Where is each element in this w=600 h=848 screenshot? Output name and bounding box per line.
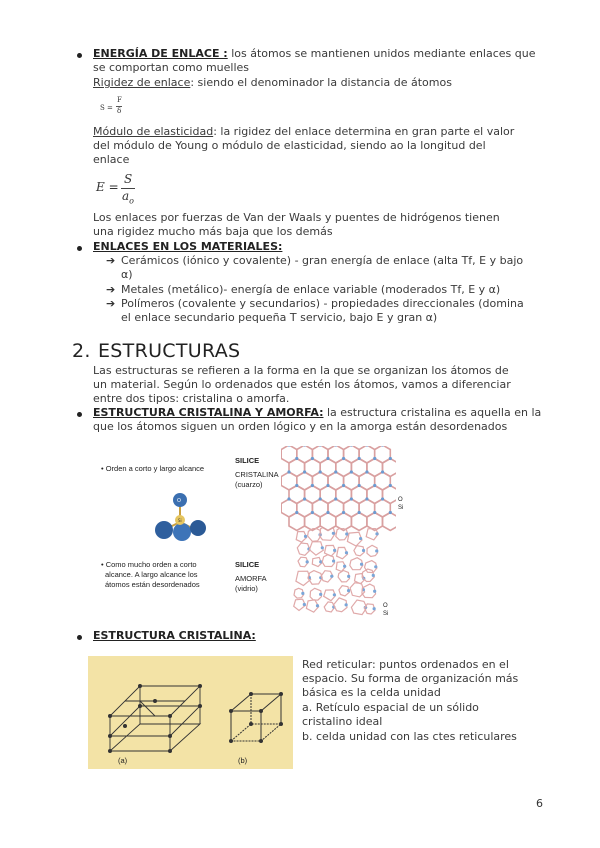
modulo-line bbox=[93, 125, 563, 140]
lattice-atom bbox=[287, 470, 290, 473]
lattice-atom bbox=[334, 497, 337, 500]
lattice-atom bbox=[358, 484, 361, 487]
amorphous-atom bbox=[306, 560, 309, 563]
fig1-left-top: • Orden a corto y largo alcance bbox=[101, 464, 205, 473]
vdw-line2: una rigidez mucho más baja que los demás bbox=[93, 225, 333, 238]
formula2-lhs: E = bbox=[96, 180, 119, 194]
amorphous-atom bbox=[372, 574, 375, 577]
rigidez-label: Rigidez de enlace bbox=[93, 76, 191, 89]
amorphous-atom bbox=[332, 532, 335, 535]
modulo-line3: enlace bbox=[93, 153, 130, 166]
amorphous-atom bbox=[330, 575, 333, 578]
lattice-atom bbox=[389, 457, 392, 460]
lattice-atom bbox=[326, 511, 329, 514]
lattice-atom bbox=[389, 511, 392, 514]
amorphous-atom bbox=[347, 589, 350, 592]
fig1-mid-top-3: (cuarzo) bbox=[235, 480, 263, 489]
lattice-atom bbox=[311, 511, 314, 514]
silica-tetrahedron-illustration bbox=[150, 490, 220, 545]
section-number: 2. bbox=[72, 340, 91, 362]
fig1-left-bottom-2: alcance. A largo alcance los bbox=[105, 570, 198, 579]
lattice-atom bbox=[303, 497, 306, 500]
lattice-line6: b. celda unidad con las ctes reticulares bbox=[302, 730, 517, 743]
vdw-line1: Los enlaces por fuerzas de Van der Waals y puentes de hidrógenos tienen bbox=[93, 211, 500, 224]
bullet-dot bbox=[77, 246, 82, 251]
crystalline-lattice-illustration bbox=[281, 446, 396, 536]
lattice-atom bbox=[373, 457, 376, 460]
amorphous-atom bbox=[301, 592, 304, 595]
amorphous-atom bbox=[359, 537, 362, 540]
intro-line3: entre dos tipos: cristalina o amorfa. bbox=[93, 392, 290, 405]
formula-young bbox=[96, 172, 146, 206]
enlaces-label: ENLACES EN LOS MATERIALES: bbox=[93, 240, 283, 253]
lattice-atom bbox=[319, 470, 322, 473]
amorphous-atom bbox=[333, 593, 336, 596]
bullet-dot bbox=[77, 635, 82, 640]
amorphous-atom bbox=[319, 593, 322, 596]
cristalina-label: ESTRUCTURA CRISTALINA: bbox=[93, 629, 256, 642]
amorphous-atom bbox=[374, 565, 377, 568]
lattice-atom bbox=[381, 497, 384, 500]
amorphous-atom bbox=[321, 546, 324, 549]
amorphous-atom bbox=[343, 565, 346, 568]
amorphous-atom bbox=[345, 551, 348, 554]
figure-lattice bbox=[88, 656, 293, 769]
lattice-atom bbox=[358, 511, 361, 514]
arrow-icon: ➔ bbox=[106, 283, 116, 296]
amorphous-atom bbox=[304, 535, 307, 538]
lattice-atom bbox=[326, 484, 329, 487]
sub-ceramicos: Cerámicos (iónico y covalente) - gran energía de enlace (alta Tf, E y bajo bbox=[121, 254, 524, 267]
amorphous-atom bbox=[373, 590, 376, 593]
intro-line1: Las estructuras se refieren a la forma en la que se organizan los átomos de bbox=[93, 364, 509, 377]
energia-line2: se comportan como muelles bbox=[93, 61, 250, 74]
lattice-line2: espacio. Su forma de organización más bbox=[302, 672, 519, 685]
lattice-atom bbox=[350, 497, 353, 500]
fig1-mid-top-2: CRISTALINA bbox=[235, 470, 279, 479]
energia-text: los átomos se mantienen unidos mediante enlaces que bbox=[227, 47, 536, 60]
atom-label-si: Si bbox=[178, 518, 182, 523]
lattice-atom bbox=[295, 484, 298, 487]
bullet-dot bbox=[77, 53, 82, 58]
lattice-atom bbox=[350, 470, 353, 473]
lattice-atom bbox=[311, 484, 314, 487]
formula1-lhs: S = bbox=[100, 104, 113, 112]
amorphous-atom bbox=[345, 532, 348, 535]
amorphous-atom bbox=[375, 549, 378, 552]
amorphous-atom bbox=[373, 607, 376, 610]
lattice-atom bbox=[373, 484, 376, 487]
lattice-atom bbox=[342, 457, 345, 460]
lattice-atom bbox=[287, 497, 290, 500]
fig1-mid-bottom-2: AMORFA bbox=[235, 574, 267, 583]
lattice-atom bbox=[295, 511, 298, 514]
fig2-label-b: (b) bbox=[238, 756, 248, 765]
sub-metales: Metales (metálico)- energía de enlace variable (moderados Tf, E y α) bbox=[121, 283, 501, 296]
intro-line2: un material. Según lo ordenados que estén los átomos, vamos a diferenciar bbox=[93, 378, 511, 391]
sub-polimeros-2: el enlace secundario pequeña T servicio, bajo E y gran α) bbox=[121, 311, 438, 324]
sub-polimeros: Polímeros (covalente y secundarios) - propiedades direccionales (domina bbox=[121, 297, 524, 310]
page-number: 6 bbox=[536, 797, 543, 810]
rigidez-text: : siendo el denominador la distancia de átomos bbox=[190, 76, 452, 89]
fig2-label-a: (a) bbox=[118, 756, 128, 765]
amorphous-atom bbox=[332, 559, 335, 562]
lattice-atom bbox=[358, 457, 361, 460]
cristalina-amorfa-label: ESTRUCTURA CRISTALINA Y AMORFA: bbox=[93, 406, 324, 419]
lattice-line1: Red reticular: puntos ordenados en el bbox=[302, 658, 509, 671]
amorphous-atom bbox=[345, 603, 348, 606]
lattice-atom bbox=[303, 470, 306, 473]
legend-si-label: Si bbox=[398, 505, 404, 511]
lattice-atom bbox=[389, 484, 392, 487]
arrow-icon: ➔ bbox=[106, 297, 116, 310]
cristalina-amorfa-line2: que los átomos siguen un orden lógico y en la amorga están desordenados bbox=[93, 420, 508, 433]
formula2-sub: o bbox=[129, 196, 134, 206]
formula2-den-a: a bbox=[122, 189, 130, 203]
formula1-num: F bbox=[117, 96, 122, 104]
lattice-atom bbox=[311, 457, 314, 460]
amorphous-network-illustration bbox=[293, 528, 388, 618]
lattice-atom bbox=[326, 457, 329, 460]
lattice-atom bbox=[342, 511, 345, 514]
amorphous-atom bbox=[303, 603, 306, 606]
lattice-atom bbox=[373, 511, 376, 514]
formula1-den: δ bbox=[117, 107, 122, 115]
section-title: ESTRUCTURAS bbox=[98, 340, 241, 362]
amorphous-atom bbox=[362, 549, 365, 552]
lattice-atom bbox=[365, 497, 368, 500]
amorphous-atom bbox=[360, 563, 363, 566]
formula2-num: S bbox=[124, 172, 133, 186]
lattice-line3: básica es la celda unidad bbox=[302, 686, 441, 699]
fig1-left-bottom-3: átomos están desordenados bbox=[105, 580, 200, 589]
figure-crystal-amorphous bbox=[95, 442, 415, 622]
paragraph-energia bbox=[93, 47, 553, 62]
lattice-atom bbox=[334, 470, 337, 473]
fig1-mid-top-1: SILICE bbox=[235, 456, 260, 465]
energia-label: ENERGÍA DE ENLACE : bbox=[93, 47, 228, 60]
formula2-den bbox=[122, 189, 134, 205]
amorphous-atom bbox=[333, 549, 336, 552]
fig1-left-bottom-1: • Como mucho orden a corto bbox=[101, 560, 197, 569]
lattice-line4: a. Retículo espacial de un sólido bbox=[302, 701, 479, 714]
amorphous-atom bbox=[316, 604, 319, 607]
cristalina-amorfa-text: la estructura cristalina es aquella en la bbox=[323, 406, 542, 419]
rigidez-line bbox=[93, 76, 452, 91]
lattice-line5: cristalino ideal bbox=[302, 715, 383, 728]
legend-o-label: O bbox=[398, 497, 403, 503]
legend-o-label-2: O bbox=[383, 603, 388, 609]
legend-si-label-2: Si bbox=[383, 611, 389, 617]
bullet-dot bbox=[77, 412, 82, 417]
atom-label-o: O bbox=[177, 498, 181, 504]
unit-cell-illustration bbox=[226, 686, 286, 748]
amorphous-atom bbox=[375, 532, 378, 535]
lattice-atom bbox=[319, 497, 322, 500]
modulo-text: : la rigidez del enlace determina en gran parte el valor bbox=[213, 125, 515, 138]
space-lattice-illustration bbox=[100, 666, 210, 756]
formula-rigidez bbox=[100, 96, 140, 120]
lattice-atom bbox=[365, 470, 368, 473]
paragraph-cristalina-amorfa bbox=[93, 406, 563, 421]
lattice-atom bbox=[381, 470, 384, 473]
sub-ceramicos-2: α) bbox=[121, 268, 133, 281]
fig1-mid-bottom-1: SILICE bbox=[235, 560, 260, 569]
lattice-atom bbox=[342, 484, 345, 487]
modulo-label: Módulo de elasticidad bbox=[93, 125, 214, 138]
arrow-icon: ➔ bbox=[106, 254, 116, 267]
modulo-line2: del módulo de Young o módulo de elasticidad, siendo ao la longitud del bbox=[93, 139, 486, 152]
amorphous-atom bbox=[347, 575, 350, 578]
lattice-atom bbox=[295, 457, 298, 460]
fig1-mid-bottom-3: (vidrio) bbox=[235, 584, 258, 593]
